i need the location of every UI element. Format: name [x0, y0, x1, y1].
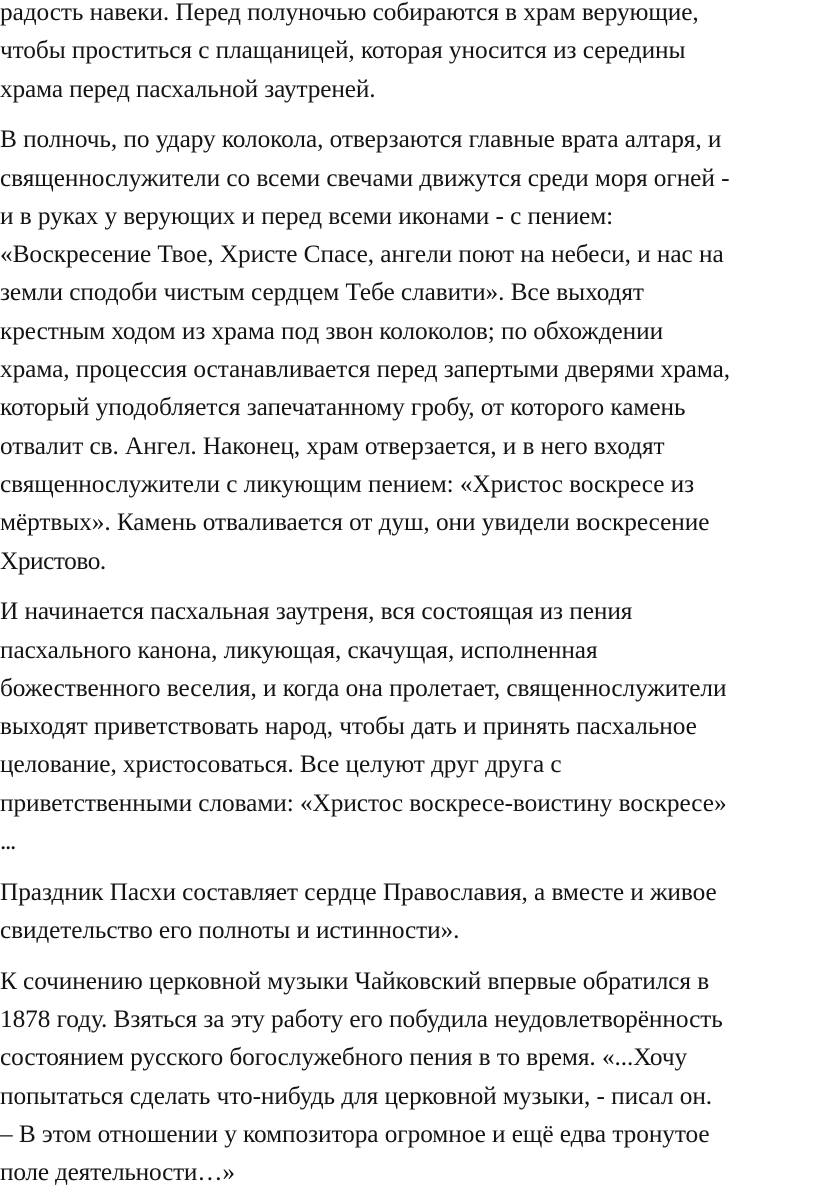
text-line: чтобы проститься с плащаницей, которая уносится из середины: [0, 36, 686, 65]
text-line: мёртвых». Камень отваливается от душ, они увидели воскресение: [0, 508, 710, 537]
text-line: целование, христосоваться. Все целуют друг друга с: [0, 750, 562, 779]
text-line: храма, процессия останавливается перед запертыми дверями храма,: [0, 355, 731, 384]
text-line: и в руках у верующих и перед всеми иконами - с пением:: [0, 201, 614, 230]
text-line: свидетельство его полноты и истинности».: [0, 916, 460, 944]
text-line: Праздник Пасхи составляет сердце Православия, а вместе и живое: [0, 877, 717, 906]
text-line: «Воскресение Твое, Христе Спасе, ангели поют на небеси, и нас на: [0, 240, 724, 269]
text-line: Христово.: [0, 546, 106, 575]
text-line: И начинается пасхальная заутреня, вся состоящая из пения: [0, 597, 633, 626]
text-line: божественного веселия, и когда она пролетает, священнослужители: [0, 673, 727, 702]
text-line: В полночь, по удару колокола, отверзаются главные врата алтаря, и: [0, 125, 722, 154]
text-line: К сочинению церковной музыки Чайковский впервые обратился в: [0, 966, 710, 995]
text-line: ...: [0, 827, 15, 856]
paragraph: [0, 0, 816, 108]
text-line: попытаться сделать что-нибудь для церковной музыки, - писал он.: [0, 1081, 713, 1110]
text-line: священнослужители со всеми свечами движутся среди моря огней -: [0, 163, 730, 192]
text-line: земли сподоби чистым сердцем Тебе славити». Все выходят: [0, 278, 644, 307]
text-line: выходят приветствовать народ, чтобы дать и принять пасхальное: [0, 712, 697, 741]
text-line: поле деятельности…»: [0, 1158, 235, 1187]
paragraph: [0, 873, 816, 950]
text-line: приветственными словами: «Христос воскресе-воистину воскресе»: [0, 788, 727, 817]
text-line: – В этом отношении у композитора огромное и ещё едва тронутое: [0, 1119, 710, 1148]
text-line: состоянием русского богослужебного пения в то время. «...Хочу: [0, 1043, 688, 1072]
text-line: крестным ходом из храма под звон колоколов; по обхождении: [0, 316, 664, 345]
text-line: 1878 году. Взяться за эту работу его побудила неудовлетворённость: [0, 1004, 723, 1033]
text-line: радость навеки. Перед полуночью собираются в храм верующие,: [0, 0, 699, 26]
text-line: храма перед пасхальной заутреней.: [0, 74, 376, 103]
paragraph: [0, 592, 816, 860]
paragraph: [0, 962, 816, 1192]
text-line: пасхального канона, ликующая, скачущая, исполненная: [0, 635, 598, 664]
text-line: который уподобляется запечатанному гробу, от которого камень: [0, 393, 686, 422]
paragraph: [0, 120, 816, 580]
text-line: отвалит св. Ангел. Наконец, храм отверзается, и в него входят: [0, 431, 665, 460]
text-line: священнослужители с ликующим пением: «Христос воскресе из: [0, 469, 695, 498]
